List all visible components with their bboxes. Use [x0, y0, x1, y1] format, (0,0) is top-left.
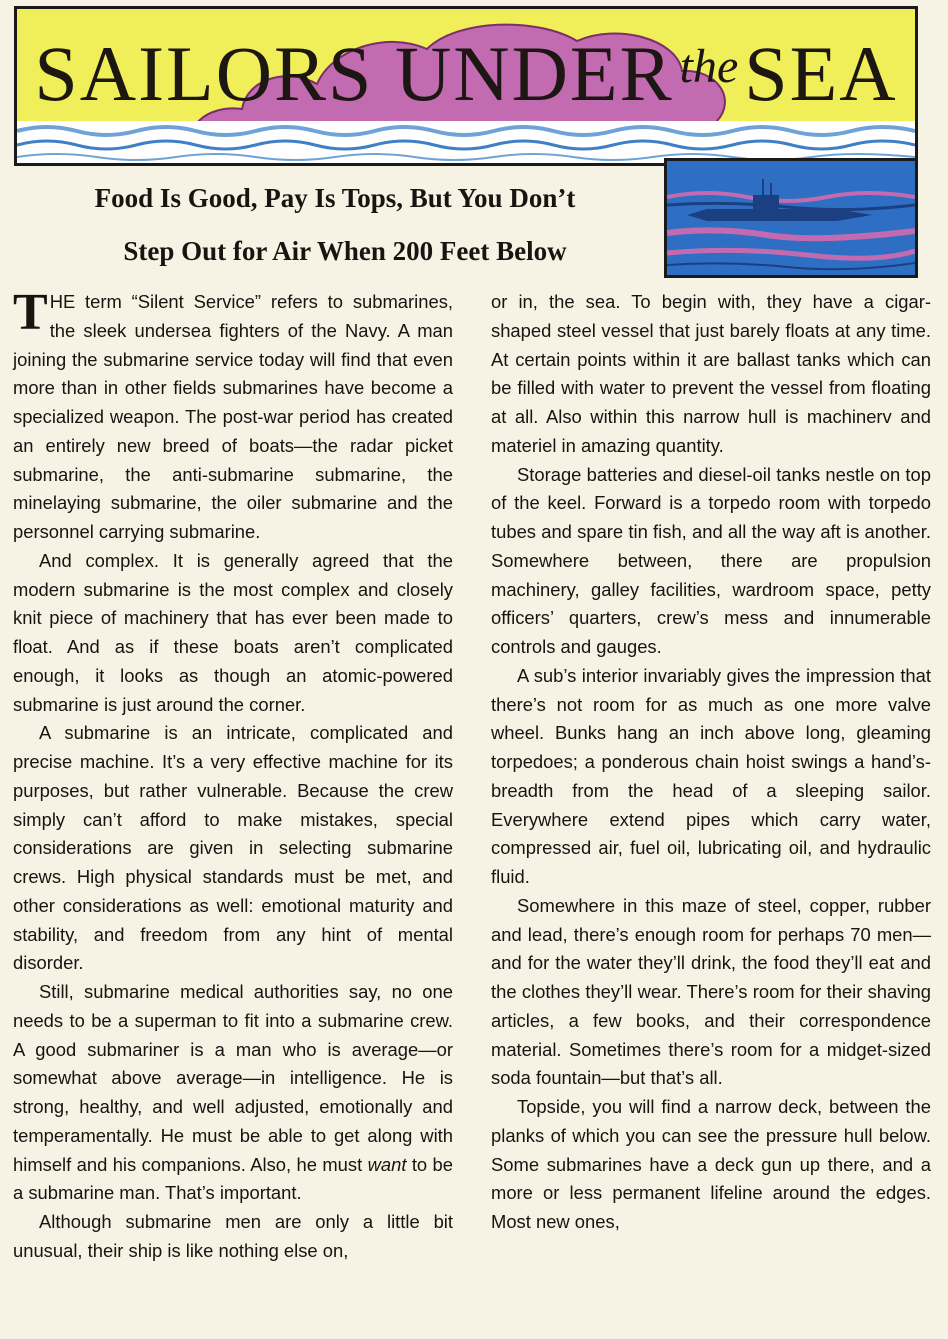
right-column: [491, 288, 931, 1237]
paragraph-text: to be a submarine man. That’s important.: [13, 1153, 453, 1204]
paragraph: Although submarine men are only a little bit unusual, their ship is like nothing else on,: [13, 1211, 453, 1261]
paragraph: or in, the sea. To begin with, they have a cigar-shaped steel vessel that just barely floats at any time. At certain points within it are ballast tanks which can be filled with water to prevent the vessel from floating at all. Also within this narrow hull is machinerv and materiel in amazing quantity.: [491, 291, 931, 456]
paragraph: A submarine is an intricate, complicated and precise machine. It’s a very effective machine for its purposes, but rather vulnerable. Because the crew simply can’t afford to make mistakes, special considerations are given in selecting submarine crews. High physical standards must be met, and other considerations as well: emotional maturity and stability, and freedom from any hint of mental disorder.: [13, 722, 453, 974]
title-part-1: SAILORS UNDER: [34, 30, 674, 117]
paragraph: And complex. It is generally agreed that the modern submarine is the most complex and closely knit piece of machinery that has ever been made to float. And as if these boats aren’t complicated enough, it looks as though an atomic-powered submarine is just around the corner.: [13, 549, 453, 715]
emphasis-word: want: [367, 1153, 407, 1175]
title-part-2: SEA: [744, 30, 898, 117]
paragraph: Storage batteries and diesel-oil tanks nestle on top of the keel. Forward is a torpedo room with torpedo tubes and spare tin fish, and all the way aft is another. Somewhere between, there are propulsion machinery, galley facilities, wardroom space, petty officers’ quarters, crew’s mess and innumerable controls and gauges.: [491, 463, 931, 657]
title-the: the: [679, 40, 739, 93]
subtitle-line-1: Food Is Good, Pay Is Tops, But You Don’t: [94, 183, 576, 213]
paragraph-text: Still, submarine medical authorities say, no one needs to be a superman to fit into a submarine crew. A good submariner is a man who is average—or somewhat above average—in intelligence. He is strong, healthy, and well adjusted, emotionally and temperamentally. He must be able to get along with himself and his companions. Also, he must: [13, 981, 453, 1175]
submarine-illustration: [664, 158, 918, 278]
subtitle-line-2: Step Out for Air When 200 Feet Below: [123, 236, 567, 266]
paragraph: [13, 978, 453, 1208]
paragraph: Topside, you will find a narrow deck, between the planks of which you can see the pressure hull below. Some submarines have a deck gun up there, and a more or less permanent lifeline around the edges. Most new ones,: [491, 1096, 931, 1232]
paragraph: A sub’s interior invariably gives the impression that there’s not room for as much as one more valve wheel. Bunks hang an inch above long, gleaming torpedoes; a ponderous chain hoist swings a hand’s-breadth from the head of a sleeping sailor. Everywhere extend pipes which carry water, compressed air, fuel oil, lubricating oil, and hydraulic fluid.: [491, 664, 931, 887]
title-banner: [14, 6, 918, 166]
submarine-icon: [667, 161, 915, 275]
paragraph-text: HE term “Silent Service” refers to submarines, the sleek undersea fighters of the Navy. A man joining the submarine service today will find that even more than in other fields submarines have become a specialized weapon. The post-war period has created an entirely new breed of boats—the radar picket submarine, the anti-submarine submarine, the minelaying submarine, the oiler submarine and the personnel carrying submarine.: [13, 291, 453, 542]
paragraph: [13, 284, 453, 547]
left-column: [13, 284, 453, 1266]
paragraph: Somewhere in this maze of steel, copper, rubber and lead, there’s enough room for perhaps 70 men—and for the water they’ll drink, the food they’ll eat and the clothes they’ll wear. There’s room for their shaving articles, a few books, and their correspondence material. Sometimes there’s room for a midget-sized soda fountain—but that’s all.: [491, 894, 931, 1089]
sea-waves: [17, 121, 915, 163]
drop-cap: T: [13, 284, 48, 341]
page-title: [17, 30, 915, 117]
